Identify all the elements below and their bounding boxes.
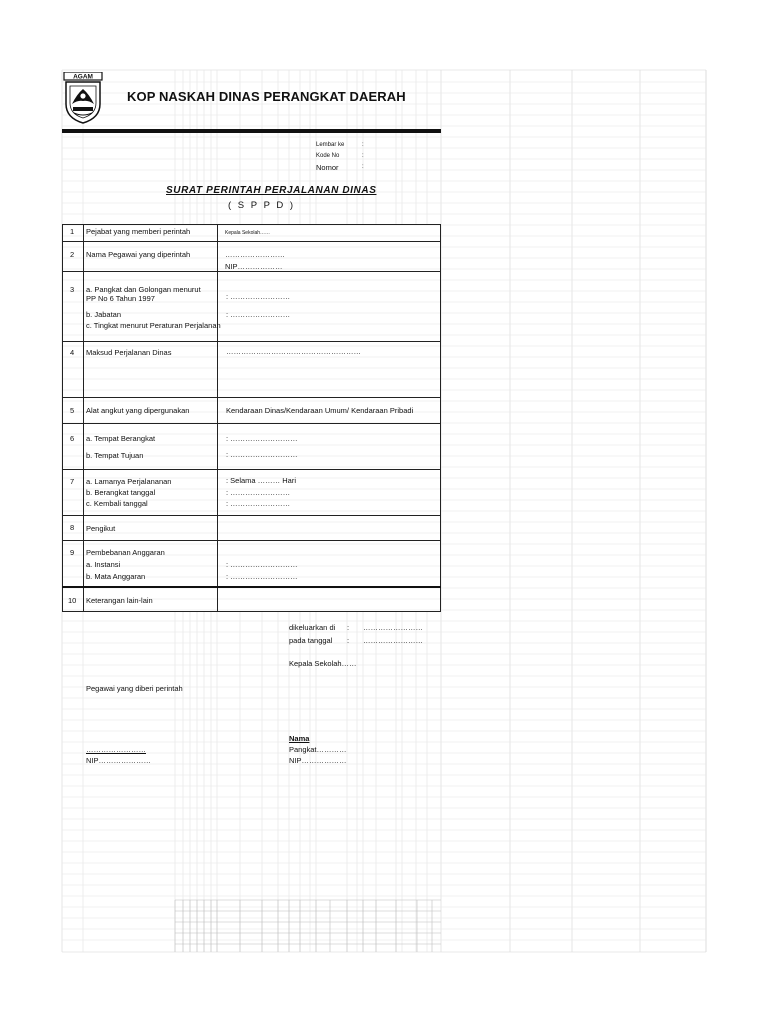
row-nip: NIP……………… bbox=[225, 262, 283, 271]
row-label: Maksud Perjalanan Dinas bbox=[86, 348, 172, 357]
pegawai-name: …………………… bbox=[86, 745, 146, 754]
row-label: b. Berangkat tanggal bbox=[86, 488, 156, 497]
nomor-label: Nomor bbox=[316, 163, 339, 172]
row-label: b. Mata Anggaran bbox=[86, 572, 146, 581]
signer-nip: NIP……………… bbox=[289, 756, 347, 765]
row-value: Kepala Sekolah…… bbox=[225, 230, 271, 236]
signer-pangkat: Pangkat………… bbox=[289, 745, 347, 754]
number-column-divider bbox=[83, 224, 84, 612]
row-number: 3 bbox=[70, 285, 75, 294]
row-label: b. Tempat Tujuan bbox=[86, 451, 144, 460]
row-value: : …………………… bbox=[226, 310, 291, 319]
row-number: 7 bbox=[70, 477, 75, 486]
row-divider bbox=[62, 397, 441, 398]
signer-name: Nama bbox=[289, 734, 310, 743]
row-divider bbox=[62, 241, 441, 242]
row-label: b. Jabatan bbox=[86, 310, 122, 319]
row-divider bbox=[62, 540, 441, 541]
kode-label: Kode No bbox=[316, 153, 340, 159]
row-value: …………………… bbox=[225, 250, 285, 259]
row-label: a. Instansi bbox=[86, 560, 121, 569]
letterhead-rule bbox=[62, 129, 441, 133]
row-number: 5 bbox=[70, 406, 75, 415]
row-divider bbox=[62, 423, 441, 424]
document-subtitle: ( S P P D ) bbox=[228, 200, 296, 211]
row-value: Kendaraan Dinas/Kendaraan Umum/ Kendaraan Pribadi bbox=[226, 406, 414, 415]
row-value: : ……………………… bbox=[226, 450, 298, 459]
row-label: Nama Pegawai yang diperintah bbox=[86, 250, 191, 259]
row-label: a. Pangkat dan Golongan menurut bbox=[86, 285, 201, 294]
dikeluarkan-label: dikeluarkan di bbox=[289, 623, 336, 632]
row-value: : ……………………… bbox=[226, 434, 298, 443]
row-value: : …………………… bbox=[226, 292, 291, 301]
regency-logo bbox=[62, 72, 104, 124]
row-label: Pembebanan Anggaran bbox=[86, 548, 165, 557]
row-value: : Selama ……… Hari bbox=[226, 476, 297, 485]
dikeluarkan-value: …………………… bbox=[363, 623, 423, 632]
row-number: 1 bbox=[70, 227, 75, 236]
row-divider bbox=[62, 271, 441, 272]
tanggal-value: …………………… bbox=[363, 636, 423, 645]
row-label: Pengikut bbox=[86, 524, 116, 533]
row-label: PP No 6 Tahun 1997 bbox=[86, 294, 155, 303]
row-label: Keterangan lain-lain bbox=[86, 596, 153, 605]
row-label: a. Lamanya Perjalananan bbox=[86, 477, 172, 486]
row-value: : …………………… bbox=[226, 499, 291, 508]
row-divider bbox=[62, 586, 441, 588]
row-number: 9 bbox=[70, 548, 75, 557]
row-value: : ……………………… bbox=[226, 572, 298, 581]
row-label: Pejabat yang memberi perintah bbox=[86, 227, 191, 236]
row-value: : ……………………… bbox=[226, 560, 298, 569]
tanggal-colon: : bbox=[347, 636, 350, 645]
row-number: 4 bbox=[70, 348, 75, 357]
svg-text:AGAM: AGAM bbox=[73, 73, 93, 81]
pegawai-label: Pegawai yang diberi perintah bbox=[86, 684, 183, 693]
row-label: a. Tempat Berangkat bbox=[86, 434, 156, 443]
row-divider bbox=[62, 515, 441, 516]
row-number: 8 bbox=[70, 523, 75, 532]
pegawai-nip: NIP………………… bbox=[86, 756, 152, 765]
value-column-divider bbox=[217, 224, 218, 612]
tanggal-label: pada tanggal bbox=[289, 636, 333, 645]
row-value: ……………………………………………… bbox=[226, 347, 361, 356]
document-title: SURAT PERINTAH PERJALANAN DINAS bbox=[166, 185, 377, 196]
nomor-colon: : bbox=[362, 164, 364, 170]
row-number: 6 bbox=[70, 434, 75, 443]
kode-colon: : bbox=[362, 153, 364, 159]
letterhead-title: KOP NASKAH DINAS PERANGKAT DAERAH bbox=[127, 89, 406, 104]
row-label: c. Kembali tanggal bbox=[86, 499, 148, 508]
lembar-label: Lembar ke bbox=[316, 142, 345, 148]
row-number: 2 bbox=[70, 250, 75, 259]
dikeluarkan-colon: : bbox=[347, 623, 350, 632]
lembar-colon: : bbox=[362, 142, 364, 148]
row-label: c. Tingkat menurut Peraturan Perjalanan bbox=[86, 321, 221, 330]
row-number: 10 bbox=[68, 596, 77, 605]
kepala-sekolah: Kepala Sekolah…… bbox=[289, 659, 357, 668]
row-divider bbox=[62, 469, 441, 470]
row-divider bbox=[62, 341, 441, 342]
row-value: : …………………… bbox=[226, 488, 291, 497]
row-label: Alat angkut yang dipergunakan bbox=[86, 406, 190, 415]
